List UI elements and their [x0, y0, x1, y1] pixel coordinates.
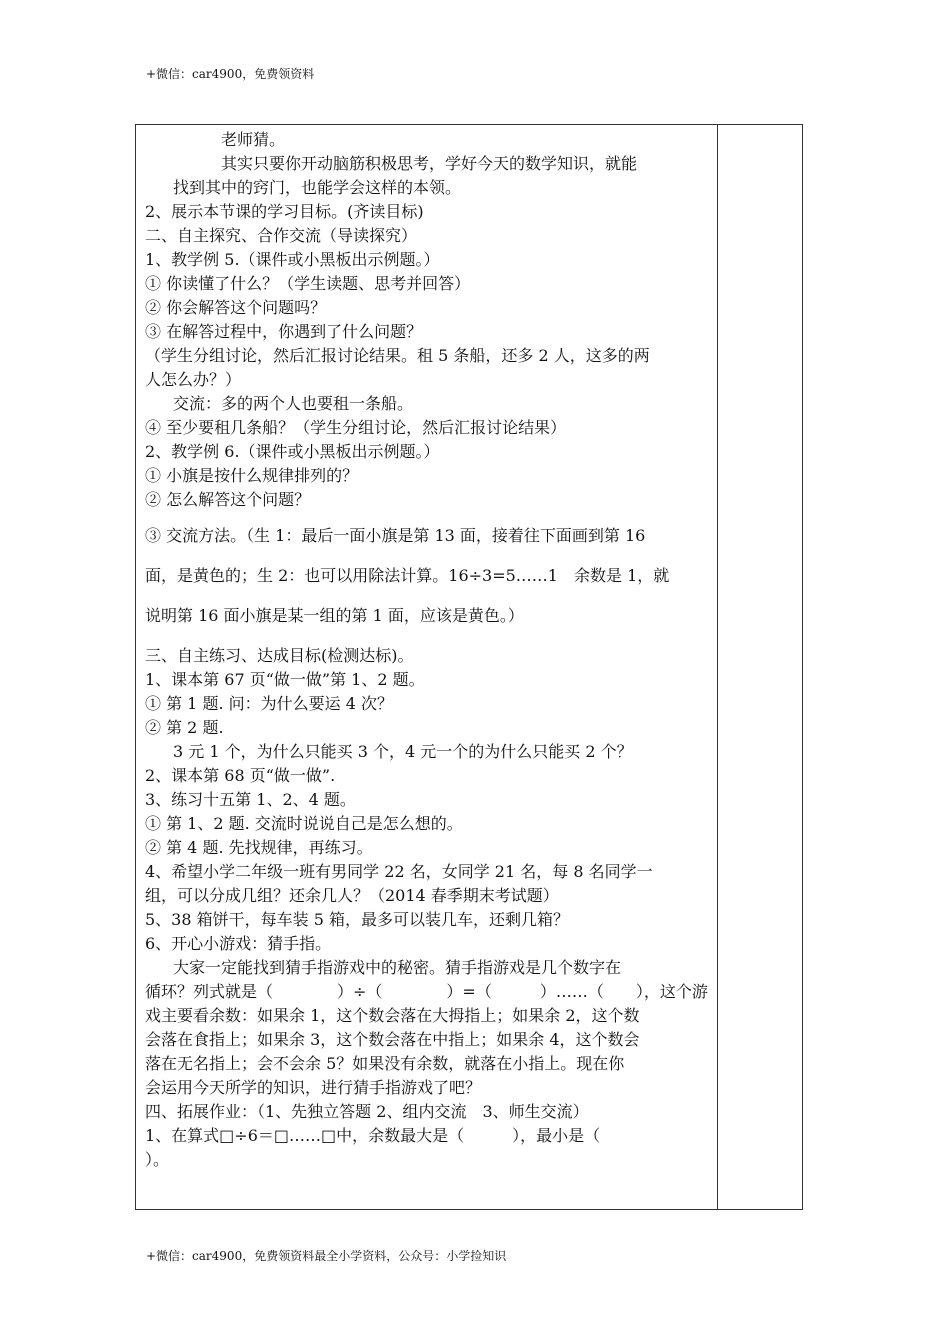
text-line: 2、教学例 6.（课件或小黑板出示例题。）	[145, 442, 440, 461]
text-line: 会落在食指上；如果余 3，这个数会落在中指上；如果余 4，这个数会	[145, 1030, 640, 1049]
text-line: 其实只要你开动脑筋积极思考，学好今天的数学知识，就能	[221, 154, 638, 173]
text-line: ② 第 2 题.	[145, 718, 224, 737]
text-line: 1、在算式□÷6＝□……□中，余数最大是（ ），最小是（	[145, 1126, 601, 1145]
text-line: ③ 在解答过程中，你遇到了什么问题？	[145, 322, 423, 341]
text-line: ④ 至少要租几条船？（学生分组讨论，然后汇报讨论结果）	[145, 418, 567, 437]
text-line: 4、希望小学二年级一班有男同学 22 名，女同学 21 名，每 8 名同学一	[145, 862, 653, 881]
text-line: 1、课本第 67 页“做一做”第 1、2 题。	[145, 670, 425, 689]
text-line: 面，是黄色的；生 2：也可以用除法计算。16÷3=5……1 余数是 1，就	[145, 566, 670, 585]
text-line: 3、练习十五第 1、2、4 题。	[145, 790, 356, 809]
lesson-table	[135, 124, 803, 1210]
text-line: 2、展示本节课的学习目标。(齐读目标)	[145, 202, 424, 221]
section-heading: 二、自主探究、合作交流（导读探究）	[145, 226, 418, 245]
section-heading: 四、拓展作业：（1、先独立答题 2、组内交流 3、师生交流）	[145, 1102, 589, 1121]
text-line: 5、38 箱饼干，每车装 5 箱，最多可以装几车，还剩几箱？	[145, 910, 569, 929]
text-line: 落在无名指上；会不会余 5？如果没有余数，就落在小指上。现在你	[145, 1054, 625, 1073]
text-line: 说明第 16 面小旗是某一组的第 1 面，应该是黄色。）	[145, 606, 524, 625]
text-line: ② 怎么解答这个问题？	[145, 490, 311, 509]
text-line: ③ 交流方法。（生 1：最后一面小旗是第 13 面，接着往下面画到第 16	[145, 526, 646, 545]
text-line: ① 第 1 题. 问：为什么要运 4 次？	[145, 694, 393, 713]
text-line: ① 你读懂了什么？（学生读题、思考并回答）	[145, 274, 471, 293]
text-line: 6、开心小游戏：猜手指。	[145, 934, 332, 953]
header-note: +微信：car4900，免费领资料	[146, 67, 315, 81]
section-heading: 三、自主练习、达成目标(检测达标)。	[145, 646, 414, 665]
text-line: ② 你会解答这个问题吗？	[145, 298, 327, 317]
notes-column	[717, 125, 718, 1209]
text-line: 循环？列式就是（ ）÷（ ）=（ ）……（ ），这个游	[145, 982, 708, 1001]
text-line: 大家一定能找到猜手指游戏中的秘密。猜手指游戏是几个数字在	[173, 958, 622, 977]
text-line: ）。	[145, 1150, 170, 1169]
text-line: ① 小旗是按什么规律排列的？	[145, 466, 359, 485]
text-line: 人怎么办？）	[145, 370, 242, 389]
text-line: ② 第 4 题. 先找规律，再练习。	[145, 838, 373, 857]
text-line: 交流：多的两个人也要租一条船。	[173, 394, 414, 413]
footer-note: +微信：car4900，免费领资料最全小学资料，公众号：小学捡知识	[146, 1249, 507, 1263]
text-line: 会运用今天所学的知识，进行猜手指游戏了吧？	[145, 1078, 482, 1097]
text-line: 组，可以分成几组？还余几人？（2014 春季期末考试题）	[145, 886, 559, 905]
text-line: （学生分组讨论，然后汇报讨论结果。租 5 条船，还多 2 人，这多的两	[145, 346, 650, 365]
text-line: 3 元 1 个，为什么只能买 3 个，4 元一个的为什么只能买 2 个？	[173, 742, 633, 761]
lesson-content	[145, 128, 715, 1172]
text-line: 2、课本第 68 页“做一做”.	[145, 766, 336, 785]
text-line: 1、教学例 5.（课件或小黑板出示例题。）	[145, 250, 440, 269]
text-line: 老师猜。	[221, 130, 286, 149]
text-line: 戏主要看余数：如果余 1，这个数会落在大拇指上；如果余 2，这个数	[145, 1006, 640, 1025]
text-line: 找到其中的窍门，也能学会这样的本领。	[173, 178, 462, 197]
text-line: ① 第 1、2 题. 交流时说说自己是怎么想的。	[145, 814, 463, 833]
